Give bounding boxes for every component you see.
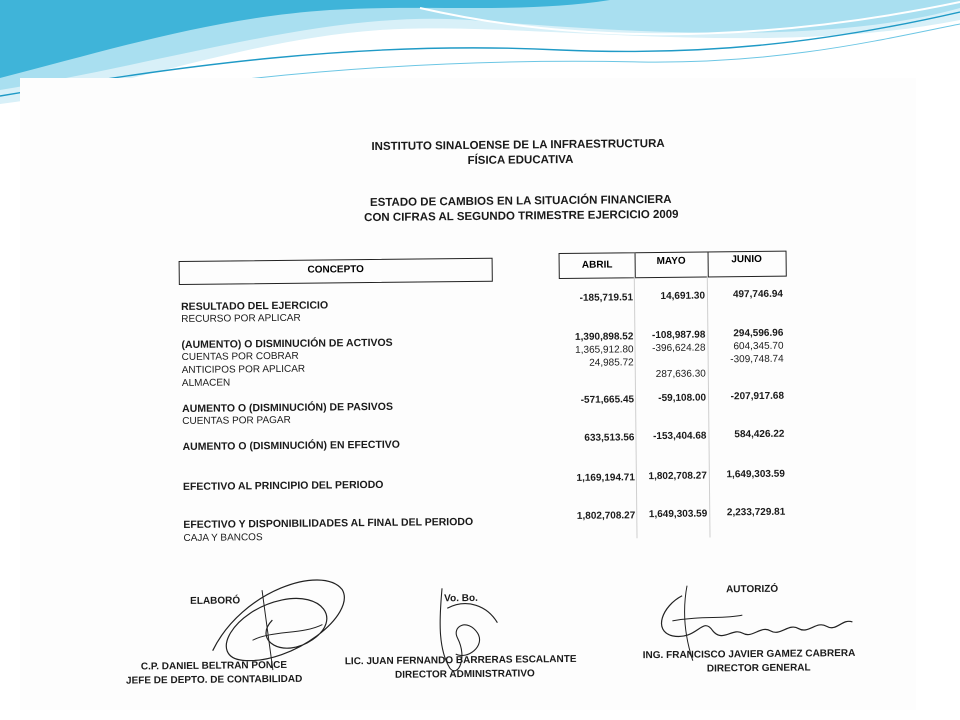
row-label-recurso: RECURSO POR APLICAR bbox=[181, 312, 301, 325]
row-label-principio: EFECTIVO AL PRINCIPIO DEL PERIODO bbox=[182, 478, 384, 493]
value-anticipos-junio: -309,748.74 bbox=[730, 353, 784, 366]
value-final-junio: 2,233,729.81 bbox=[726, 506, 786, 519]
signer-name-elaboro: C.P. DANIEL BELTRAN PONCE bbox=[140, 659, 288, 673]
role-autorizo: AUTORIZÓ bbox=[726, 583, 779, 596]
row-label-resultado: RESULTADO DEL EJERCICIO bbox=[181, 299, 329, 313]
value-resultado-junio: 497,746.94 bbox=[732, 288, 784, 301]
signer-name-autorizo: ING. FRANCISCO JAVIER GAMEZ CABRERA bbox=[642, 647, 856, 662]
row-label-cuentas-cobrar: CUENTAS POR COBRAR bbox=[181, 350, 299, 363]
org-line-2: FÍSICA EDUCATIVA bbox=[467, 153, 574, 167]
value-final-mayo: 1,649,303.59 bbox=[648, 508, 708, 521]
value-pasivos-mayo: -59,108.00 bbox=[658, 392, 707, 405]
signature-vobo bbox=[427, 577, 518, 688]
signer-name-vobo: LIC. JUAN FERNANDO BARRERAS ESCALANTE bbox=[344, 653, 577, 668]
value-final-abril: 1,802,708.27 bbox=[576, 510, 636, 522]
signature-autorizo bbox=[642, 574, 863, 666]
document-sheet bbox=[20, 78, 916, 710]
report-title-line-2: CON CIFRAS AL SEGUNDO TRIMESTRE EJERCICIO 2009 bbox=[364, 208, 679, 225]
row-label-activos: (AUMENTO) O DISMINUCIÓN DE ACTIVOS bbox=[181, 336, 393, 351]
column-rule-2 bbox=[707, 275, 711, 537]
value-resultado-mayo: 14,691.30 bbox=[660, 290, 706, 302]
report-title-line-1: ESTADO DE CAMBIOS EN LA SITUACIÓN FINANCIERA bbox=[369, 193, 672, 210]
row-label-efectivo: AUMENTO O (DISMINUCIÓN) EN EFECTIVO bbox=[182, 438, 400, 453]
value-efectivo-mayo: -153,404.68 bbox=[653, 430, 707, 443]
value-activos-abril: 1,390,898.52 bbox=[574, 331, 634, 343]
signer-title-elaboro: JEFE DE DEPTO. DE CONTABILIDAD bbox=[125, 673, 303, 687]
value-anticipos-abril: 24,985.72 bbox=[589, 357, 634, 369]
value-almacen-mayo: 287,636.30 bbox=[655, 368, 706, 381]
column-header-abril: ABRIL bbox=[581, 259, 613, 271]
concept-header-box bbox=[179, 258, 493, 285]
value-resultado-abril: -185,719.51 bbox=[579, 292, 634, 304]
value-cuentas-cobrar-junio: 604,345.70 bbox=[733, 340, 784, 353]
column-rule-1 bbox=[634, 276, 638, 538]
row-label-final: EFECTIVO Y DISPONIBILIDADES AL FINAL DEL PERIODO bbox=[183, 515, 474, 531]
value-principio-junio: 1,649,303.59 bbox=[726, 468, 785, 481]
role-elaboro: ELABORÓ bbox=[190, 595, 241, 607]
value-principio-mayo: 1,802,708.27 bbox=[648, 470, 707, 483]
value-efectivo-junio: 584,426.22 bbox=[734, 428, 785, 441]
scanned-document bbox=[20, 78, 916, 710]
row-label-almacen: ALMACEN bbox=[181, 377, 231, 389]
value-pasivos-junio: -207,917.68 bbox=[730, 390, 785, 403]
month-header-box bbox=[559, 251, 787, 279]
signature-elaboro bbox=[202, 569, 363, 681]
column-header-mayo: MAYO bbox=[656, 255, 686, 268]
row-label-cuentas-pagar: CUENTAS POR PAGAR bbox=[182, 414, 291, 427]
value-cuentas-cobrar-mayo: -396,624.28 bbox=[652, 342, 706, 355]
value-principio-abril: 1,169,194.71 bbox=[576, 472, 635, 484]
value-activos-junio: 294,596.96 bbox=[733, 327, 784, 340]
column-header-junio: JUNIO bbox=[731, 253, 762, 266]
role-vobo: Vo. Bo. bbox=[444, 592, 478, 605]
signer-title-autorizo: DIRECTOR GENERAL bbox=[706, 662, 811, 675]
row-label-pasivos: AUMENTO O (DISMINUCIÓN) DE PASIVOS bbox=[182, 400, 393, 415]
value-activos-mayo: -108,987.98 bbox=[651, 329, 706, 342]
concept-header: CONCEPTO bbox=[307, 264, 364, 276]
value-pasivos-abril: -571,665.45 bbox=[580, 394, 635, 406]
value-efectivo-abril: 633,513.56 bbox=[584, 432, 635, 444]
value-cuentas-cobrar-abril: 1,365,912.80 bbox=[575, 344, 634, 356]
row-label-caja: CAJA Y BANCOS bbox=[183, 532, 263, 544]
org-line-1: INSTITUTO SINALOENSE DE LA INFRAESTRUCTURA bbox=[371, 137, 665, 153]
signer-title-vobo: DIRECTOR ADMINISTRATIVO bbox=[394, 668, 535, 681]
row-label-anticipos: ANTICIPOS POR APLICAR bbox=[181, 363, 306, 376]
